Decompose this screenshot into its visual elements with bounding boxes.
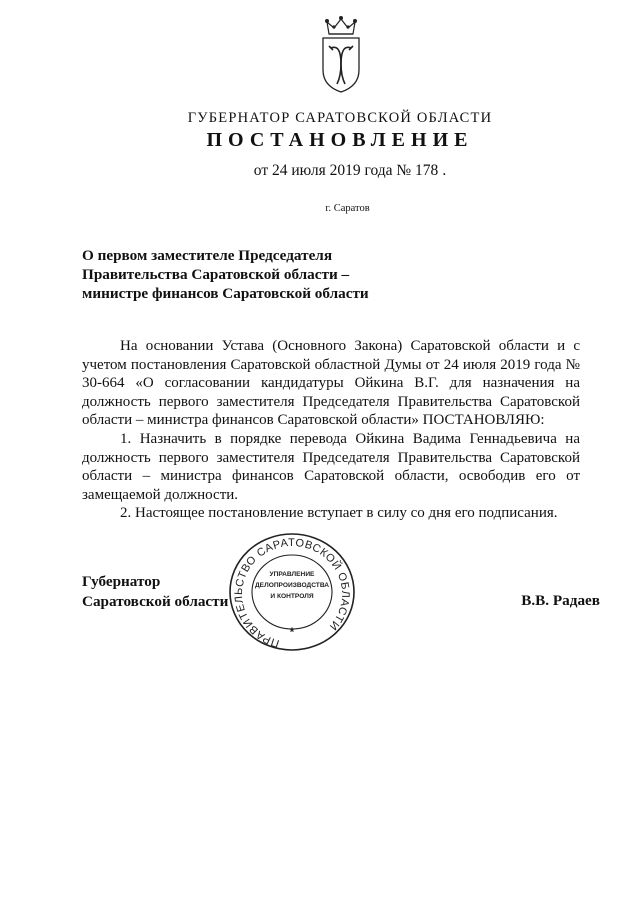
document-body bbox=[82, 337, 580, 523]
official-stamp bbox=[226, 530, 358, 654]
signatory-title-line: Саратовской области bbox=[82, 593, 229, 610]
body-item-1: 1. Назначить в порядке перевода Ойкина Вадима Геннадьевича на должность первого заместителя Председателя Правительства Саратовской области – министра финансов Саратовской области, освободив его от замещаемой должности. bbox=[82, 430, 580, 503]
issuer-title: ГУБЕРНАТОР САРАТОВСКОЙ ОБЛАСТИ bbox=[187, 110, 493, 126]
stamp-ring-text: ПРАВИТЕЛЬСТВО САРАТОВСКОЙ ОБЛАСТИ bbox=[232, 536, 352, 650]
document-date-number bbox=[0, 162, 640, 180]
subject-line: Правительства Саратовской области – bbox=[82, 266, 350, 283]
body-item-2: 2. Настоящее постановление вступает в силу со дня его подписания. bbox=[120, 505, 558, 522]
subject-line: О первом заместителе Председателя bbox=[82, 247, 333, 264]
signatory-title bbox=[82, 572, 228, 612]
document-subject bbox=[82, 246, 422, 303]
coat-of-arms-icon bbox=[317, 14, 365, 94]
document-type: ПОСТАНОВЛЕНИЕ bbox=[206, 129, 474, 151]
signatory-name: В.В. Радаев bbox=[521, 592, 600, 609]
stamp-center-line: ДЕЛОПРОИЗВОДСТВА bbox=[254, 582, 330, 589]
stamp-center-line: УПРАВЛЕНИЕ bbox=[269, 571, 315, 578]
stamp-center-line: И КОНТРОЛЯ bbox=[270, 593, 314, 600]
stamp-star: * bbox=[289, 625, 295, 639]
date-trailing-mark: . bbox=[442, 162, 447, 179]
city: г. Саратов bbox=[325, 203, 370, 214]
date-number-text: от 24 июля 2019 года № 178 bbox=[253, 162, 439, 179]
subject-line: министре финансов Саратовской области bbox=[82, 285, 369, 302]
signatory-title-line: Губернатор bbox=[82, 573, 161, 590]
body-intro-paragraph: На основании Устава (Основного Закона) Саратовской области и с учетом постановления Саратовской областной Думы от 24 июля 2019 года № 30-664 «О согласовании кандидатуры Ойкина В.Г. для назначения на должность первого заместителя Председателя Правительства Саратовской области – министра финансов Саратовской области» ПОСТАНОВЛЯЮ: bbox=[82, 338, 580, 429]
